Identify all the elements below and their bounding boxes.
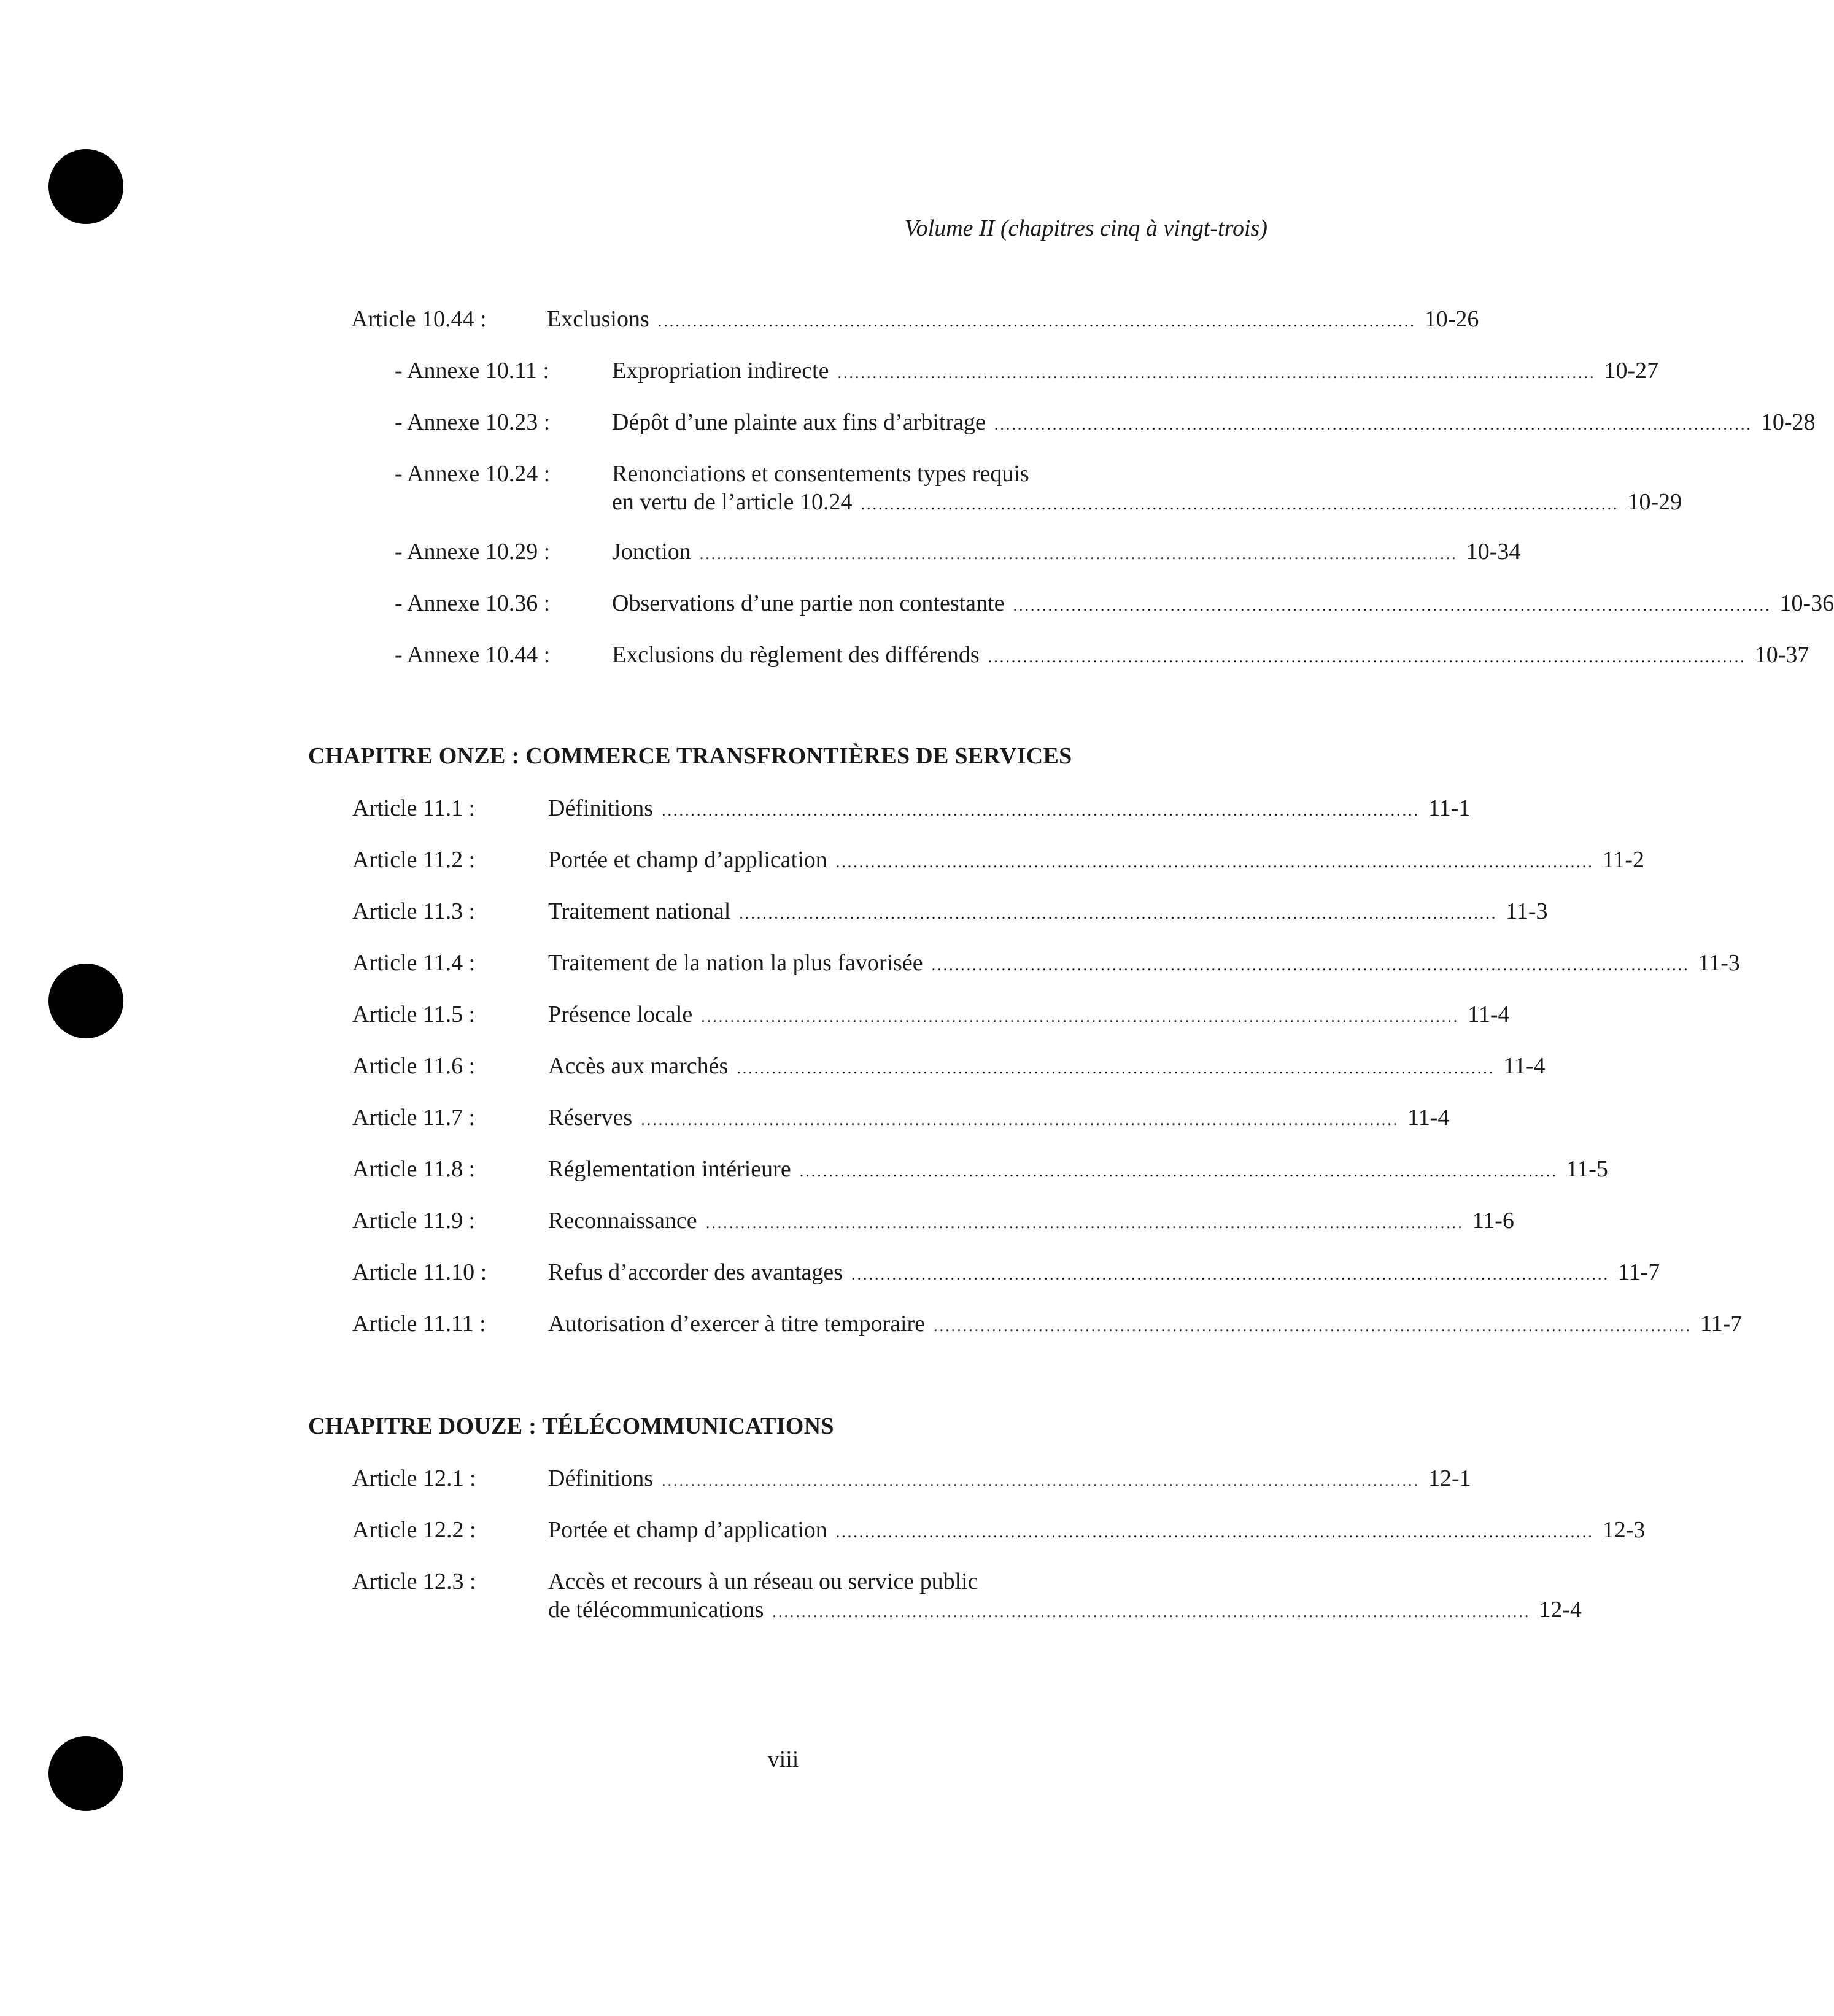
entry-page: 11-4 bbox=[1407, 1105, 1450, 1130]
entry-page: 11-7 bbox=[1618, 1259, 1660, 1285]
dot-leader: .................................................................................................................................. bbox=[861, 495, 1619, 513]
entry-label: - Annexe 10.29 : bbox=[395, 539, 551, 565]
entry-title: Présence locale bbox=[548, 1002, 693, 1027]
toc-entry bbox=[395, 460, 1682, 516]
entry-title: Réglementation intérieure bbox=[548, 1156, 791, 1182]
dot-leader: .................................................................................................................................. bbox=[737, 1059, 1495, 1077]
entry-label: - Annexe 10.11 : bbox=[395, 358, 549, 384]
entry-title: Reconnaissance bbox=[548, 1208, 697, 1234]
entry-label: Article 11.5 : bbox=[352, 1002, 476, 1027]
entry-label: - Annexe 10.44 : bbox=[395, 642, 551, 668]
dot-leader: .................................................................................................................................. bbox=[799, 1162, 1558, 1180]
entry-label: Article 11.3 : bbox=[352, 898, 476, 924]
entry-label: Article 11.8 : bbox=[352, 1156, 476, 1182]
entry-title: de télécommunications bbox=[548, 1597, 764, 1623]
dot-leader: .................................................................................................................................. bbox=[705, 1214, 1464, 1232]
entry-page: 11-2 bbox=[1602, 847, 1645, 873]
entry-page: 12-4 bbox=[1539, 1597, 1582, 1623]
entry-title: Définitions bbox=[548, 795, 653, 821]
dot-leader: .................................................................................................................................. bbox=[772, 1603, 1531, 1621]
entry-page: 11-5 bbox=[1566, 1156, 1608, 1182]
entry-title: en vertu de l’article 10.24 bbox=[612, 489, 853, 515]
entry-page: 10-37 bbox=[1754, 642, 1809, 668]
entry-label: Article 11.6 : bbox=[352, 1053, 476, 1079]
entry-title: Dépôt d’une plainte aux fins d’arbitrage bbox=[612, 409, 986, 435]
dot-leader: .................................................................................................................................. bbox=[994, 415, 1752, 433]
dot-leader: .................................................................................................................................. bbox=[739, 905, 1498, 922]
entry-page: 11-3 bbox=[1698, 950, 1740, 976]
running-header: Volume II (chapitres cinq à vingt-trois) bbox=[904, 215, 1267, 241]
dot-leader: .................................................................................................................................. bbox=[661, 1472, 1420, 1489]
dot-leader: .................................................................................................................................. bbox=[934, 1317, 1692, 1335]
entry-title: Accès aux marchés bbox=[548, 1053, 729, 1079]
entry-page: 11-4 bbox=[1503, 1053, 1546, 1079]
entry-page: 11-7 bbox=[1700, 1311, 1743, 1337]
entry-label: Article 11.7 : bbox=[352, 1105, 476, 1130]
dot-leader: .................................................................................................................................. bbox=[641, 1111, 1399, 1129]
entry-label: Article 11.11 : bbox=[352, 1311, 486, 1337]
entry-title: Réserves bbox=[548, 1105, 633, 1130]
entry-label: Article 11.1 : bbox=[352, 795, 476, 821]
entry-label: Article 12.1 : bbox=[352, 1466, 476, 1491]
entry-title: Exclusions du règlement des différends bbox=[612, 642, 980, 668]
chapter-11-heading: CHAPITRE ONZE : COMMERCE TRANSFRONTIÈRES DE SERVICES bbox=[308, 743, 1072, 769]
toc-entry bbox=[352, 1567, 1582, 1624]
chapter-12-heading: CHAPITRE DOUZE : TÉLÉCOMMUNICATIONS bbox=[308, 1413, 834, 1439]
dot-leader: .................................................................................................................................. bbox=[988, 648, 1746, 666]
dot-leader: .................................................................................................................................. bbox=[657, 312, 1416, 330]
entry-page: 11-1 bbox=[1428, 795, 1471, 821]
entry-page: 10-29 bbox=[1627, 489, 1682, 515]
punch-hole-middle bbox=[48, 964, 123, 1038]
entry-title: Jonction bbox=[612, 539, 691, 565]
entry-page: 10-26 bbox=[1424, 306, 1479, 332]
entry-title: Exclusions bbox=[547, 306, 649, 332]
entry-label: Article 11.9 : bbox=[352, 1208, 476, 1234]
entry-label: - Annexe 10.36 : bbox=[395, 590, 551, 616]
dot-leader: .................................................................................................................................. bbox=[1013, 597, 1771, 614]
entry-label: Article 11.2 : bbox=[352, 847, 476, 873]
entry-label: Article 11.4 : bbox=[352, 950, 476, 976]
dot-leader: .................................................................................................................................. bbox=[661, 801, 1420, 819]
dot-leader: .................................................................................................................................. bbox=[835, 853, 1594, 871]
dot-leader: .................................................................................................................................. bbox=[699, 545, 1458, 563]
entry-label: Article 12.3 : bbox=[352, 1569, 476, 1594]
entry-label: - Annexe 10.23 : bbox=[395, 409, 551, 435]
entry-label: - Annexe 10.24 : bbox=[395, 461, 551, 487]
dot-leader: .................................................................................................................................. bbox=[701, 1008, 1460, 1025]
entry-page: 11-6 bbox=[1472, 1208, 1514, 1234]
entry-label: Article 12.2 : bbox=[352, 1517, 476, 1543]
entry-page: 12-1 bbox=[1428, 1466, 1471, 1491]
entry-title: Traitement de la nation la plus favorisée bbox=[548, 950, 923, 976]
dot-leader: .................................................................................................................................. bbox=[851, 1265, 1610, 1283]
dot-leader: .................................................................................................................................. bbox=[835, 1523, 1594, 1541]
entry-title: Traitement national bbox=[548, 898, 731, 924]
entry-label: Article 11.10 : bbox=[352, 1259, 487, 1285]
entry-title: Autorisation d’exercer à titre temporaire bbox=[548, 1311, 926, 1337]
entry-page: 10-28 bbox=[1760, 409, 1816, 435]
entry-page: 12-3 bbox=[1602, 1517, 1646, 1543]
entry-title: Expropriation indirecte bbox=[612, 358, 829, 384]
dot-leader: .................................................................................................................................. bbox=[931, 956, 1690, 974]
entry-title-line1: Renonciations et consentements types requis bbox=[612, 461, 1029, 487]
dot-leader: .................................................................................................................................. bbox=[837, 364, 1596, 382]
entry-page: 11-4 bbox=[1468, 1002, 1510, 1027]
entry-page: 10-36 bbox=[1779, 590, 1834, 616]
page-number: viii bbox=[767, 1747, 799, 1772]
entry-title: Portée et champ d’application bbox=[548, 1517, 827, 1543]
entry-page: 10-34 bbox=[1466, 539, 1521, 565]
punch-hole-top bbox=[48, 149, 123, 224]
entry-label: Article 10.44 : bbox=[351, 306, 487, 332]
entry-page: 11-3 bbox=[1506, 898, 1548, 924]
entry-title: Définitions bbox=[548, 1466, 653, 1491]
entry-title: Portée et champ d’application bbox=[548, 847, 827, 873]
entry-title: Observations d’une partie non contestante bbox=[612, 590, 1005, 616]
entry-page: 10-27 bbox=[1604, 358, 1659, 384]
entry-title-line1: Accès et recours à un réseau ou service public bbox=[548, 1569, 978, 1594]
entry-title: Refus d’accorder des avantages bbox=[548, 1259, 843, 1285]
